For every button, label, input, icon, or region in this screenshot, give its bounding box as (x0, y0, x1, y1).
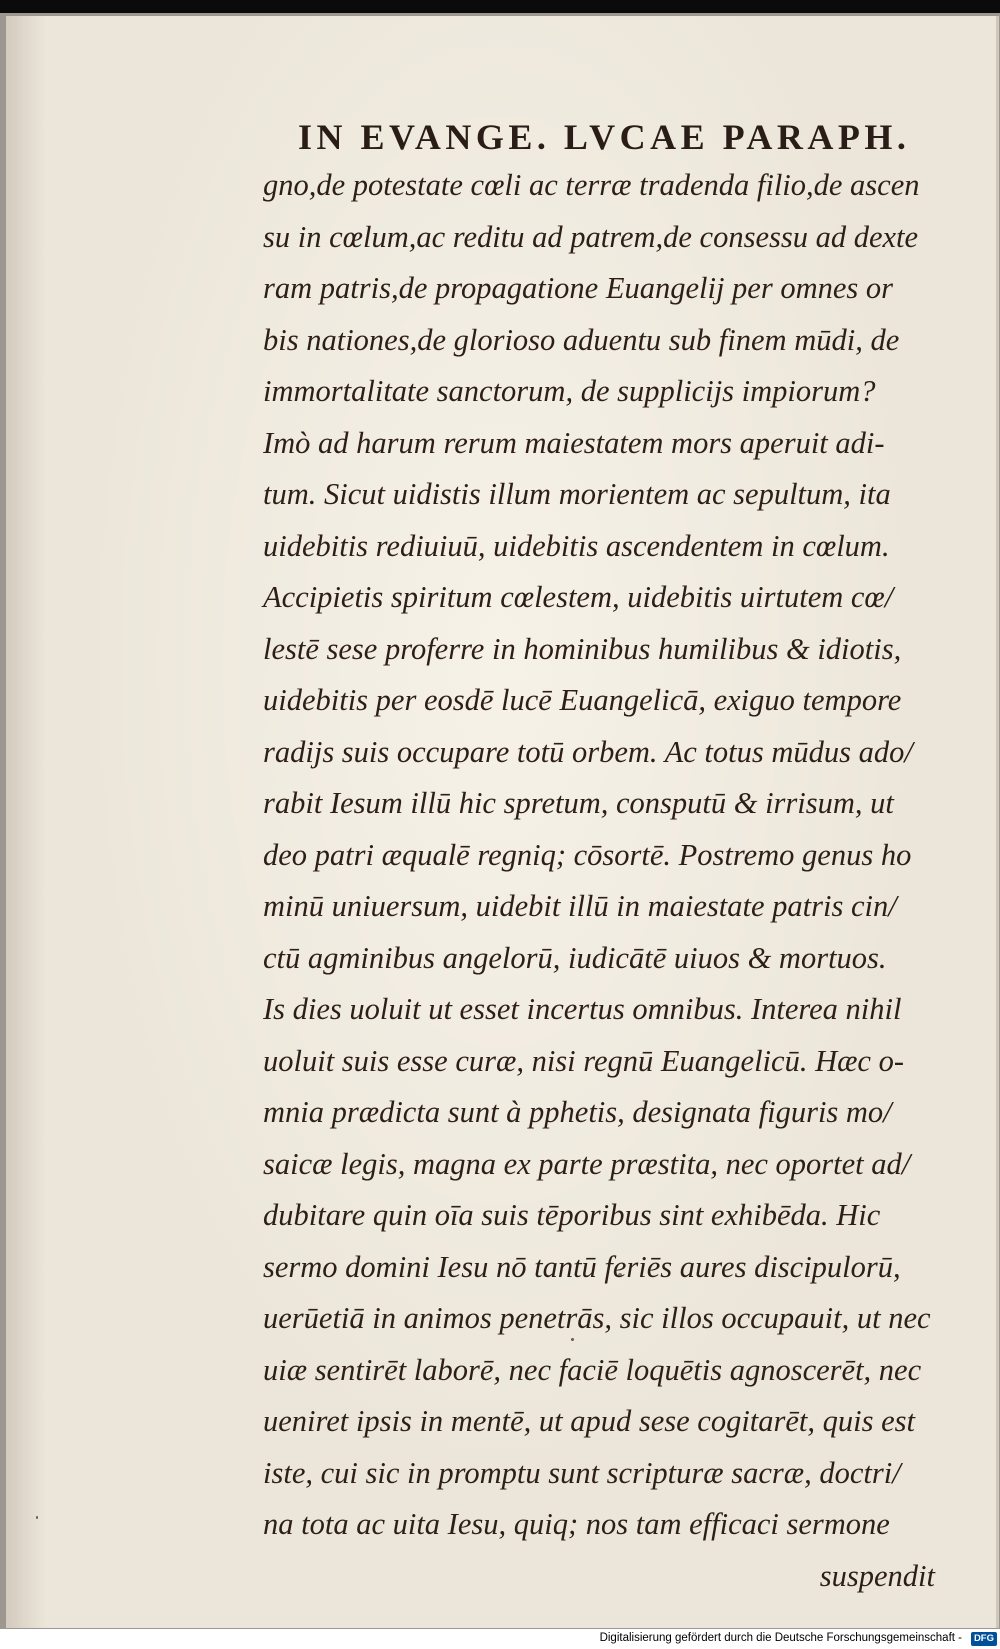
text-line: immortalitate sanctorum, de supplicijs impiorum? (263, 374, 876, 408)
text-line: radijs suis occupare totū orbem. Ac totus mūdus ado/ (263, 734, 913, 769)
footer-bar (0, 1629, 1000, 1649)
text-line: rabit Iesum illū hic spretum, consputū & irrisum, ut (263, 786, 894, 820)
text-line: Is dies uoluit ut esset incertus omnibus. Interea nihil (263, 992, 902, 1026)
text-line: mnia prædicta sunt à pphetis, designata figuris mo/ (263, 1095, 892, 1129)
text-line: uoluit suis esse curæ, nisi regnū Euangelicū. Hæc o- (263, 1043, 905, 1078)
text-line: uidebitis rediuiuū, uidebitis ascendentem in cœlum. (263, 528, 890, 563)
text-line: su in cœlum,ac reditu ad patrem,de consessu ad dexte (263, 219, 919, 254)
text-line: sermo domini Iesu nō tantū feriēs aures discipulorū, (263, 1249, 901, 1284)
running-head: IN EVANGE. LVCAE PARAPH. (298, 117, 911, 157)
text-line: deo patri æqualē regniq; cōsortē. Postremo genus ho (263, 837, 912, 872)
text-line: ueniret ipsis in mentē, ut apud sese cogitarēt, quis est (263, 1404, 915, 1438)
text-line: dubitare quin oīa suis tēporibus sint exhibēda. Hic (263, 1198, 881, 1232)
text-line: lestē sese proferre in hominibus humilibus & idiotis, (263, 631, 902, 666)
text-line: iste, cui sic in promptu sunt scripturæ sacræ, doctri/ (263, 1455, 901, 1490)
funding-note: Digitalisierung gefördert durch die Deutsche Forschungsgemeinschaft - (599, 1632, 962, 1644)
text-line: Imò ad harum rerum maiestatem mors aperuit adi- (263, 425, 885, 460)
body-text (263, 160, 943, 1602)
text-line: minū uniuersum, uidebit illū in maiestate patris cin/ (263, 889, 897, 923)
text-line: Accipietis spiritum cœlestem, uidebitis uirtutem cœ/ (263, 580, 894, 614)
text-line: saicæ legis, magna ex parte præstita, nec oportet ad/ (263, 1146, 911, 1181)
text-line: ram patris,de propagatione Euangelij per omnes or (263, 271, 894, 305)
dfg-logo: DFG (971, 1632, 997, 1646)
text-line: bis nationes,de glorioso aduentu sub finem mūdi, de (263, 322, 900, 357)
text-line: uidebitis per eosdē lucē Euangelicā, exiguo tempore (263, 683, 902, 717)
text-line: gno,de potestate cœli ac terræ tradenda filio,de ascen (263, 168, 920, 202)
catchword: suspendit (819, 1558, 935, 1593)
text-line: uiæ sentirēt laborē, nec faciē loquētis agnoscerēt, nec (263, 1352, 922, 1387)
paper-speck (36, 1516, 38, 1519)
text-line: uerūetiā in animos penetrās, sic illos occupauit, ut nec (263, 1301, 931, 1335)
text-line: na tota ac uita Iesu, quiq; nos tam efficaci sermone (263, 1507, 890, 1541)
text-line: tum. Sicut uidistis illum morientem ac sepultum, ita (263, 477, 891, 511)
text-line: ctū agminibus angelorū, iudicātē uiuos & mortuos. (263, 940, 887, 975)
top-black-border (0, 0, 1000, 13)
